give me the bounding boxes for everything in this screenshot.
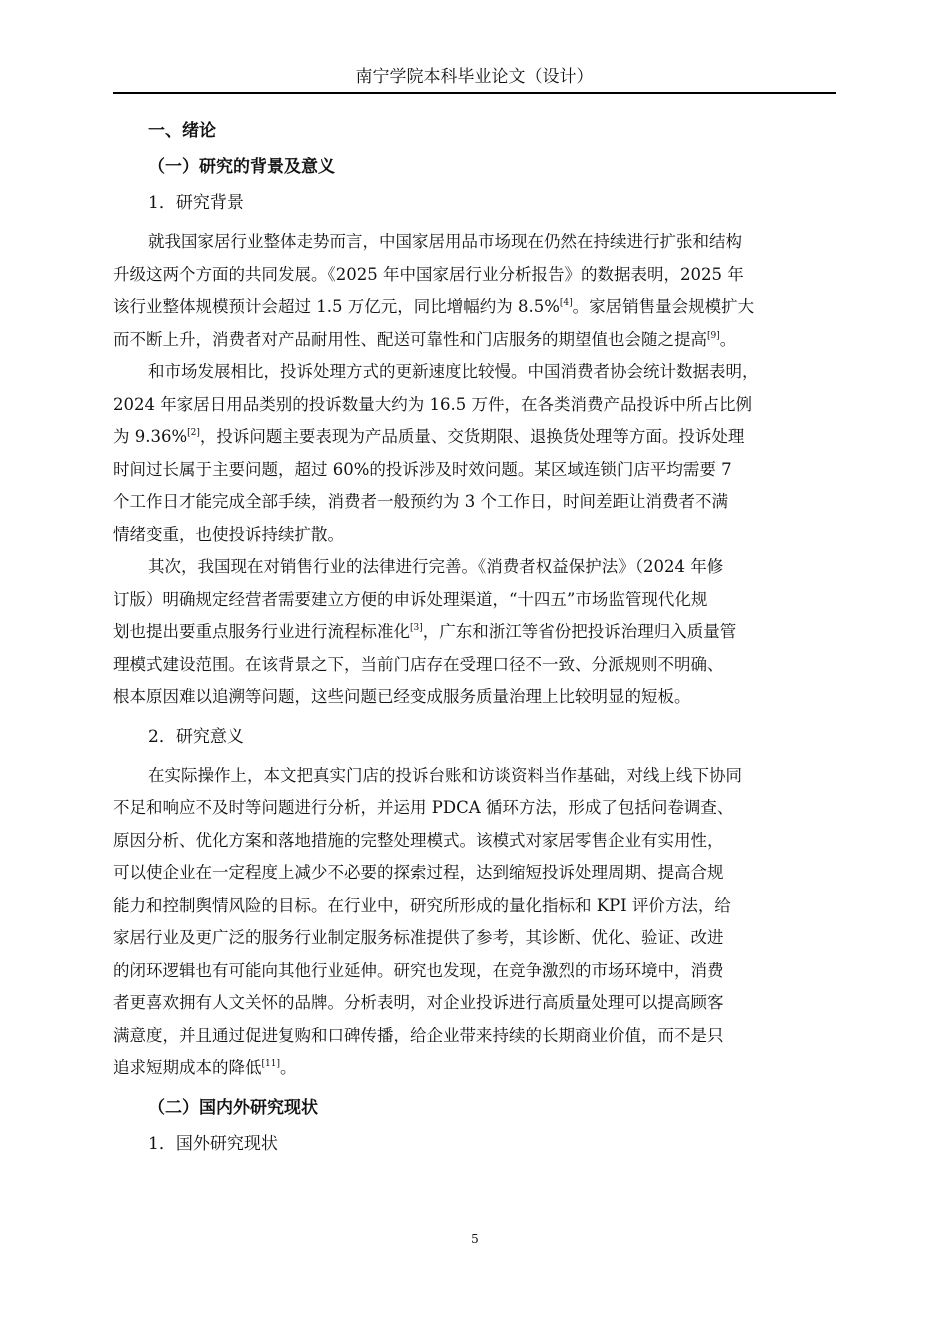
text-line: 个工作日才能完成全部手续，消费者一般预约为 3 个工作日，时间差距让消费者不满 <box>113 492 728 511</box>
text-line: 的闭环逻辑也有可能向其他行业延伸。研究也发现，在竞争激烈的市场环境中，消费 <box>113 960 724 980</box>
paragraph-market-trend <box>113 226 836 356</box>
page-content <box>113 118 836 1167</box>
paragraph-complaint-stats <box>113 356 836 551</box>
text-line: 满意度，并且通过促进复购和口碑传播，给企业带来持续的长期商业价值，而不是只 <box>113 1025 724 1045</box>
text-line: 和市场发展相比，投诉处理方式的更新速度比较慢。中国消费者协会统计数据表明， <box>148 362 759 381</box>
subsection-heading-background: 1．研究背景 <box>148 193 244 213</box>
text-line: 该行业整体规模预计会超过 1.5 万亿元，同比增幅约为 8.5%[4]。家居销售量会规模扩大 <box>113 297 755 316</box>
chapter-heading: 一、绪论 <box>148 121 216 141</box>
text-line: 订版）明确规定经营者需要建立方便的申诉处理渠道，“十四五”市场监管现代化规 <box>113 589 708 609</box>
citation-ref: [11] <box>261 1059 280 1069</box>
text-line: 根本原因难以追溯等问题，这些问题已经变成服务质量治理上比较明显的短板。 <box>113 687 691 706</box>
text-line: 不足和响应不及时等问题进行分析，并运用 PDCA 循环方法，形成了包括问卷调查、 <box>113 798 734 817</box>
citation-ref: [3] <box>410 623 423 633</box>
page-number: 5 <box>471 1232 479 1246</box>
text-line: 而不断上升，消费者对产品耐用性、配送可靠性和门店服务的期望值也会随之提高[9]。 <box>113 329 737 349</box>
citation-ref: [2] <box>187 428 200 438</box>
section-heading-research-status: （二）国内外研究现状 <box>148 1097 318 1118</box>
text-line: 在实际操作上，本文把真实门店的投诉台账和访谈资料当作基础，对线上线下协同 <box>148 765 742 785</box>
section-heading-background: （一）研究的背景及意义 <box>148 157 335 177</box>
text-line: 划也提出要重点服务行业进行流程标准化[3]，广东和浙江等省份把投诉治理归入质量管 <box>113 622 737 641</box>
text-line: 可以使企业在一定程度上减少不必要的探索过程，达到缩短投诉处理周期、提高合规 <box>113 863 724 882</box>
text-line: 就我国家居行业整体走势而言，中国家居用品市场现在仍然在持续进行扩张和结构 <box>148 232 742 251</box>
text-line: 者更喜欢拥有人文关怀的品牌。分析表明，对企业投诉进行高质量处理可以提高顾客 <box>113 993 724 1012</box>
text-line: 情绪变重，也使投诉持续扩散。 <box>113 524 344 544</box>
citation-ref: [4] <box>559 298 573 308</box>
text-line: 理模式建设范围。在该背景之下，当前门店存在受理口径不一致、分派规则不明确、 <box>113 654 724 674</box>
subsection-heading-significance: 2．研究意义 <box>148 726 244 747</box>
text-line: 时间过长属于主要问题，超过 60%的投诉涉及时效问题。某区域连锁门店平均需要 7 <box>113 459 732 479</box>
paragraph-regulation <box>113 551 836 714</box>
text-line: 追求短期成本的降低[11]。 <box>113 1058 297 1077</box>
text-line: 2024 年家居日用品类别的投诉数量大约为 16.5 万件，在各类消费产品投诉中所占比例 <box>113 394 752 414</box>
text-line: 能力和控制舆情风险的目标。在行业中，研究所形成的量化指标和 KPI 评价方法，给 <box>113 895 731 915</box>
citation-ref: [9] <box>707 330 720 341</box>
text-line: 其次，我国现在对销售行业的法律进行完善。《消费者权益保护法》（2024 年修 <box>148 557 724 576</box>
subsection-heading-foreign-research: 1．国外研究现状 <box>148 1133 278 1154</box>
text-line: 为 9.36%[2]，投诉问题主要表现为产品质量、交货期限、退换货处理等方面。投诉处理 <box>113 427 745 446</box>
header-rule <box>113 92 836 94</box>
running-header: 南宁学院本科毕业论文（设计） <box>355 67 594 87</box>
text-line: 升级这两个方面的共同发展。《2025 年中国家居行业分析报告》的数据表明，2025 年 <box>113 264 744 284</box>
text-line: 家居行业及更广泛的服务行业制定服务标准提供了参考，其诊断、优化、验证、改进 <box>113 928 724 947</box>
paragraph-significance <box>113 760 836 1085</box>
text-line: 原因分析、优化方案和落地措施的完整处理模式。该模式对家居零售企业有实用性， <box>113 830 724 850</box>
